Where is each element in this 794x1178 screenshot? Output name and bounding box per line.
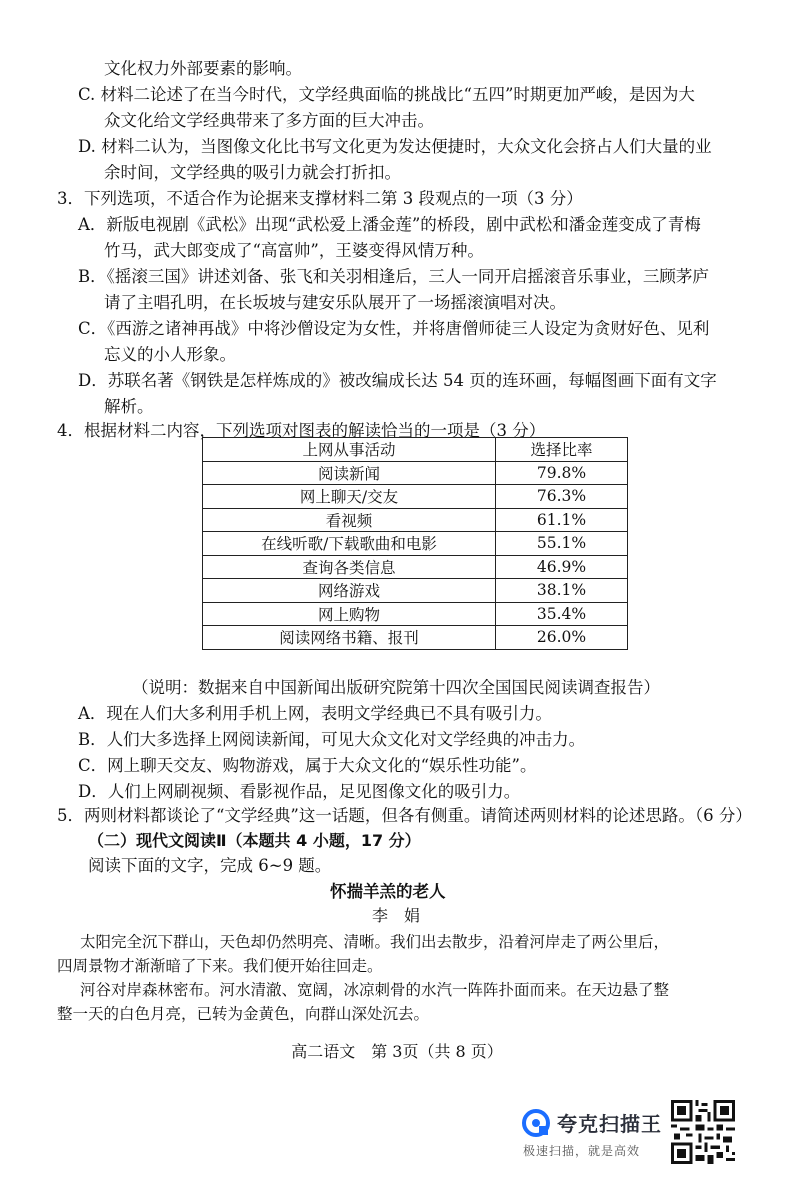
table-cell-activity: 查询各类信息 <box>203 555 496 579</box>
table-row <box>203 485 628 509</box>
table-row <box>203 532 628 556</box>
page-footer: 高二语文 第 3页（共 8 页） <box>291 1042 503 1061</box>
passage-paragraph-1-line2: 四周景物才渐渐暗了下来。我们便开始往回走。 <box>57 957 383 975</box>
question-4-stem: 4．根据材料二内容，下列选项对图表的解读恰当的一项是（3 分） <box>57 421 546 440</box>
option-c-line2: 众文化给文学经典带来了多方面的巨大冲击。 <box>104 111 434 130</box>
table-note: （说明：数据来自中国新闻出版研究院第十四次全国国民阅读调查报告） <box>132 678 660 697</box>
table-row <box>203 579 628 603</box>
scanner-watermark <box>521 1100 671 1172</box>
table-cell-rate: 35.4% <box>496 602 628 626</box>
q3-option-d-line1: D．苏联名著《钢铁是怎样炼成的》被改编成长达 54 页的连环画，每幅图画下面有文字 <box>78 371 717 390</box>
option-d-line2: 余时间，文学经典的吸引力就会打折扣。 <box>104 163 401 182</box>
table-header-rate: 选择比率 <box>496 438 628 462</box>
passage-paragraph-2-line2: 整一天的白色月亮，已转为金黄色，向群山深处沉去。 <box>57 1005 430 1023</box>
table-row <box>203 461 628 485</box>
q3-option-b-line2: 请了主唱孔明，在长坂坡与建安乐队展开了一场摇滚演唱对决。 <box>104 293 566 312</box>
passage-author: 李 娟 <box>372 906 421 925</box>
option-d-line1: D. 材料二认为，当图像文化比书写文化更为发达便捷时，大众文化会挤占人们大量的业 <box>78 137 712 156</box>
table-cell-activity: 网上购物 <box>203 602 496 626</box>
table-header-activity: 上网从事活动 <box>203 438 496 462</box>
table-row <box>203 626 628 650</box>
table-cell-rate: 55.1% <box>496 532 628 556</box>
question-5-stem: 5．两则材料都谈论了“文学经典”这一话题，但各有侧重。请简述两则材料的论述思路。（6 分） <box>57 806 752 825</box>
q3-option-d-line2: 解析。 <box>104 397 154 416</box>
section-heading: （二）现代文阅读Ⅱ（本题共 4 小题，17 分） <box>88 831 421 850</box>
q3-option-c-line1: C．《西游之诸神再战》中将沙僧设定为女性，并将唐僧师徒三人设定为贪财好色、见利 <box>78 319 710 338</box>
question-3-stem: 3．下列选项，不适合作为论据来支撑材料二第 3 段观点的一项（3 分） <box>57 189 583 208</box>
quark-logo-icon <box>521 1108 551 1138</box>
q4-option-b: B．人们大多选择上网阅读新闻，可见大众文化对文学经典的冲击力。 <box>78 730 586 749</box>
passage-paragraph-1-line1: 太阳完全沉下群山，天色却仍然明亮、清晰。我们出去散步，沿着河岸走了两公里后， <box>80 933 670 951</box>
table-row <box>203 602 628 626</box>
q3-option-a-line2: 竹马，武大郎变成了“高富帅”，王婆变得风情万种。 <box>104 241 484 260</box>
table-header-row <box>203 438 628 462</box>
q4-option-c: C．网上聊天交友、购物游戏，属于大众文化的“娱乐性功能”。 <box>78 756 537 775</box>
q4-option-a: A．现在人们大多利用手机上网，表明文学经典已不具有吸引力。 <box>78 704 552 723</box>
brand-slogan: 极速扫描，就是高效 <box>523 1144 641 1158</box>
survey-table <box>202 437 628 650</box>
q4-option-d: D．人们上网刷视频、看影视作品，足见图像文化的吸引力。 <box>78 782 521 801</box>
table-cell-rate: 76.3% <box>496 485 628 509</box>
table-cell-activity: 看视频 <box>203 508 496 532</box>
table-cell-rate: 61.1% <box>496 508 628 532</box>
passage-title: 怀揣羊羔的老人 <box>330 882 446 901</box>
table-row <box>203 555 628 579</box>
reading-instruction: 阅读下面的文字，完成 6~9 题。 <box>88 856 332 875</box>
table-cell-activity: 阅读新闻 <box>203 461 496 485</box>
q3-option-a-line1: A．新版电视剧《武松》出现“武松爱上潘金莲”的桥段，剧中武松和潘金莲变成了青梅 <box>78 215 701 234</box>
table-cell-rate: 79.8% <box>496 461 628 485</box>
brand-name: 夸克扫描王 <box>557 1112 662 1136</box>
option-c-line1: C. 材料二论述了在当今时代，文学经典面临的挑战比“五四”时期更加严峻，是因为大 <box>78 85 695 104</box>
table-cell-activity: 阅读网络书籍、报刊 <box>203 626 496 650</box>
table-cell-activity: 在线听歌/下载歌曲和电影 <box>203 532 496 556</box>
table-cell-activity: 网上聊天/交友 <box>203 485 496 509</box>
table-cell-activity: 网络游戏 <box>203 579 496 603</box>
table-row <box>203 508 628 532</box>
table-cell-rate: 38.1% <box>496 579 628 603</box>
option-b-continuation: 文化权力外部要素的影响。 <box>104 59 302 78</box>
table-cell-rate: 26.0% <box>496 626 628 650</box>
q3-option-b-line1: B．《摇滚三国》讲述刘备、张飞和关羽相逢后，三人一同开启摇滚音乐事业，三顾茅庐 <box>78 267 709 286</box>
q3-option-c-line2: 忘义的小人形象。 <box>104 345 236 364</box>
qr-code-icon <box>671 1100 735 1164</box>
passage-paragraph-2-line1: 河谷对岸森林密布。河水清澈、宽阔，冰凉刺骨的水汽一阵阵扑面而来。在天边悬了整 <box>80 981 670 999</box>
table-cell-rate: 46.9% <box>496 555 628 579</box>
